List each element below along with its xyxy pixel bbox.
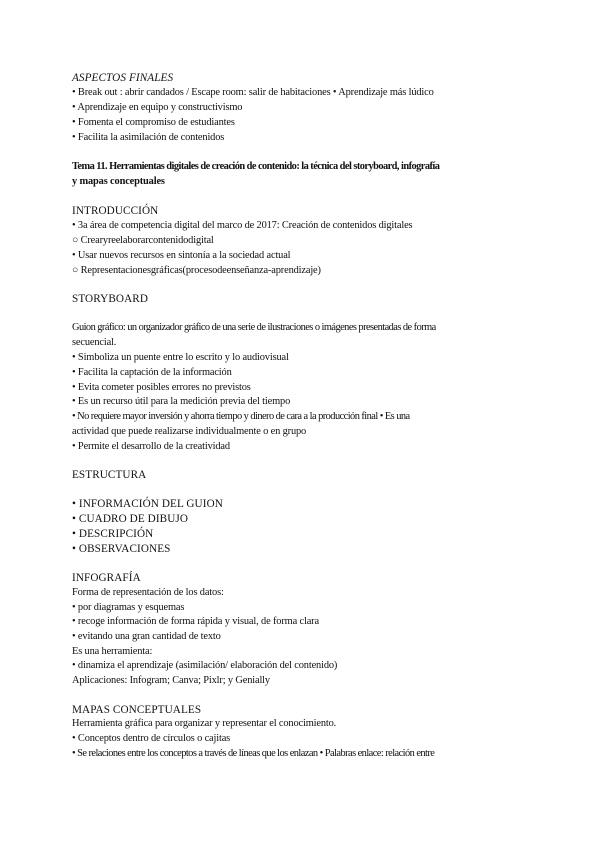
aspectos-item: • Aprendizaje en equipo y constructivismo [72, 102, 243, 113]
introduccion-item: • 3a área de competencia digital del marco de 2017: Creación de contenidos digitales [72, 220, 413, 231]
estructura-heading: ESTRUCTURA [72, 469, 147, 481]
storyboard-intro-line2: secuencial. [72, 337, 117, 348]
infografia-line: Aplicaciones: Infogram; Canva; Pixlr; y Genially [72, 675, 270, 686]
infografia-line: • dinamiza el aprendizaje (asimilación/ elaboración del contenido) [72, 660, 338, 671]
introduccion-heading: INTRODUCCIÓN [72, 205, 159, 217]
aspectos-item: • Break out : abrir candados / Escape room: salir de habitaciones • Aprendizaje más lúdico [72, 87, 434, 98]
infografia-line: • por diagramas y esquemas [72, 602, 185, 613]
mapas-heading: MAPAS CONCEPTUALES [72, 704, 202, 716]
tema-title-line1: Tema 11. Herramientas digitales de creación de contenido: la técnica del storyboard, infografía [72, 161, 440, 172]
storyboard-item: • Es un recurso útil para la medición previa del tiempo [72, 396, 291, 407]
aspectos-item: • Fomenta el compromiso de estudiantes [72, 117, 235, 128]
estructura-item: • OBSERVACIONES [72, 543, 171, 555]
infografia-line: Forma de representación de los datos: [72, 587, 224, 598]
aspectos-item: • Facilita la asimilación de contenidos [72, 132, 225, 143]
storyboard-item: • Evita cometer posibles errores no previstos [72, 382, 251, 393]
infografia-line: Es una herramienta: [72, 646, 153, 657]
introduccion-item: ○ Crearyreelaborarcontenidodigital [72, 235, 214, 246]
storyboard-item: actividad que puede realizarse individualmente o en grupo [72, 426, 307, 437]
storyboard-heading: STORYBOARD [72, 293, 149, 305]
aspectos-heading: ASPECTOS FINALES [72, 72, 174, 84]
mapas-line: • Conceptos dentro de círculos o cajitas [72, 733, 231, 744]
mapas-line: • Se relaciones entre los conceptos a través de líneas que los enlazan • Palabras enlace: relación entre [72, 748, 435, 759]
introduccion-item: • Usar nuevos recursos en sintonía a la sociedad actual [72, 250, 291, 261]
estructura-item: • INFORMACIÓN DEL GUION [72, 498, 223, 510]
estructura-item: • CUADRO DE DIBUJO [72, 513, 189, 525]
mapas-line: Herramienta gráfica para organizar y representar el conocimiento. [72, 718, 337, 729]
storyboard-intro-line1: Guion gráfico: un organizador gráfico de una serie de ilustraciones o imágenes presentadas de forma [72, 322, 436, 333]
infografia-heading: INFOGRAFÍA [72, 572, 141, 584]
storyboard-item: • No requiere mayor inversión y ahorra tiempo y dinero de cara a la producción final • Es una [72, 411, 410, 422]
estructura-item: • DESCRIPCIÓN [72, 528, 154, 540]
infografia-line: • evitando una gran cantidad de texto [72, 631, 221, 642]
infografia-line: • recoge información de forma rápida y visual, de forma clara [72, 616, 319, 627]
storyboard-item: • Facilita la captación de la información [72, 367, 232, 378]
storyboard-item: • Permite el desarrollo de la creatividad [72, 441, 230, 452]
introduccion-item: ○ Representacionesgráficas(procesodeenseñanza-aprendizaje) [72, 265, 321, 276]
tema-title-line2: y mapas conceptuales [72, 176, 165, 187]
storyboard-item: • Simboliza un puente entre lo escrito y lo audiovisual [72, 352, 289, 363]
